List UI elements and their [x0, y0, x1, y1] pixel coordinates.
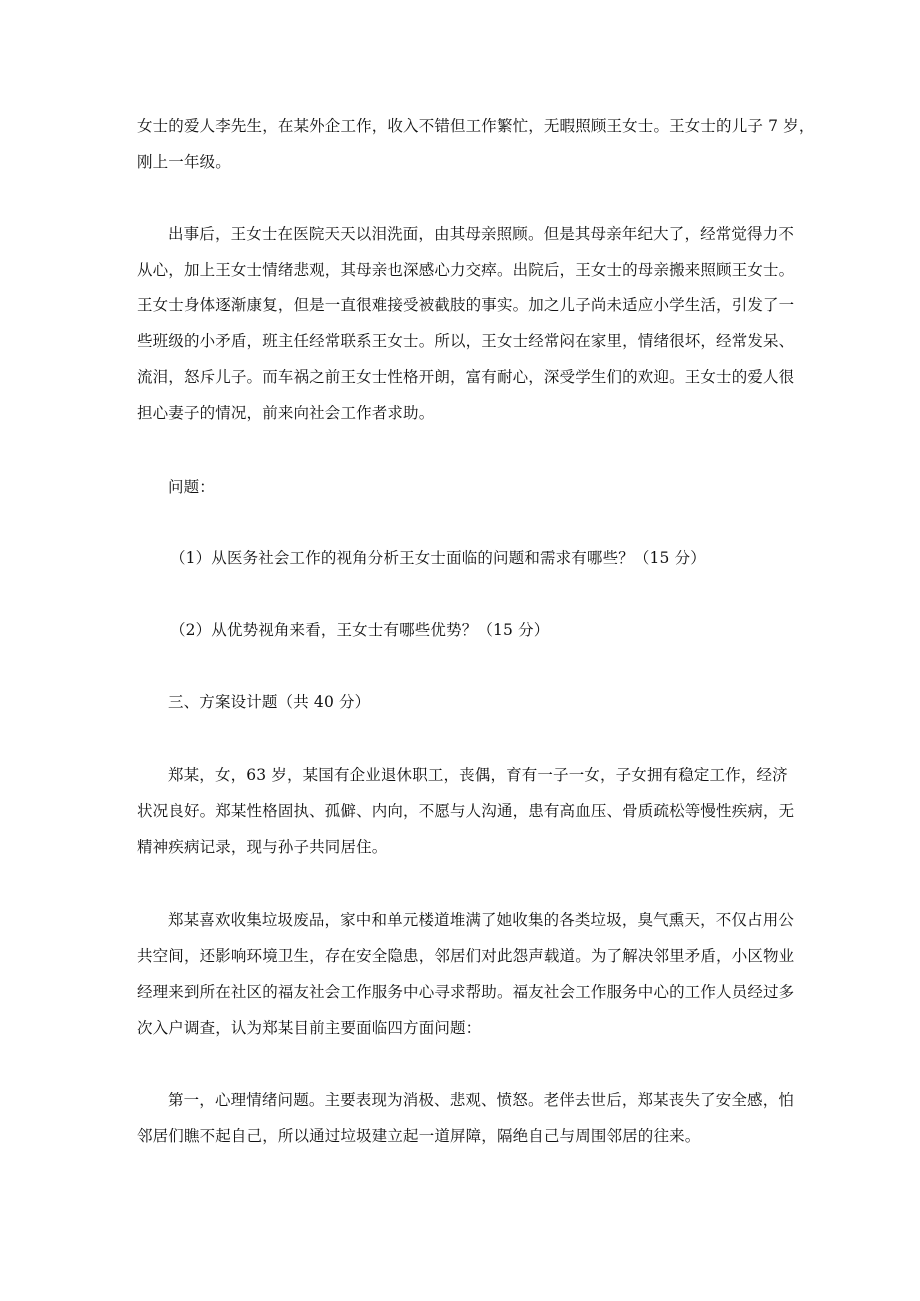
questions-label: 问题： — [168, 478, 215, 496]
paragraph-2-line-2: 从心，加上王女士情绪悲观，其母亲也深感心力交瘁。出院后，王女士的母亲搬来照顾王女士。 — [137, 261, 795, 279]
paragraph-2-line-6: 担心妻子的情况，前来向社会工作者求助。 — [137, 404, 435, 422]
paragraph-5-line-2: 邻居们瞧不起自己，所以通过垃圾建立起一道屏障，隔绝自己与周围邻居的往来。 — [137, 1127, 701, 1145]
paragraph-2-line-1: 出事后，王女士在医院天天以泪洗面，由其母亲照顾。但是其母亲年纪大了，经常觉得力不 — [168, 225, 795, 243]
paragraph-2-line-3: 王女士身体逐渐康复，但是一直很难接受被截肢的事实。加之儿子尚未适应小学生活，引发了一 — [137, 296, 795, 314]
question-2: （2）从优势视角来看，王女士有哪些优势？（15 分） — [170, 621, 550, 639]
paragraph-4-line-1: 郑某喜欢收集垃圾废品，家中和单元楼道堆满了她收集的各类垃圾，臭气熏天，不仅占用公 — [168, 911, 795, 929]
paragraph-4-line-4: 次入户调查，认为郑某目前主要面临四方面问题： — [137, 1019, 482, 1037]
paragraph-3-line-2: 状况良好。郑某性格固执、孤僻、内向，不愿与人沟通，患有高血压、骨质疏松等慢性疾病，无 — [137, 802, 795, 820]
paragraph-5-line-1: 第一，心理情绪问题。主要表现为消极、悲观、愤怒。老伴去世后，郑某丧失了安全感，怕 — [168, 1091, 795, 1109]
paragraph-3-line-3: 精神疾病记录，现与孙子共同居住。 — [137, 838, 388, 856]
paragraph-4-line-2: 共空间，还影响环境卫生，存在安全隐患，邻居们对此怨声载道。为了解决邻里矛盾，小区物业 — [137, 947, 795, 965]
paragraph-4-line-3: 经理来到所在社区的福友社会工作服务中心寻求帮助。福友社会工作服务中心的工作人员经过多 — [137, 983, 795, 1001]
question-1: （1）从医务社会工作的视角分析王女士面临的问题和需求有哪些？（15 分） — [170, 549, 706, 567]
paragraph-3-line-1: 郑某，女，63 岁，某国有企业退休职工，丧偶，育有一子一女，子女拥有稳定工作，经济 — [168, 766, 788, 784]
paragraph-2-line-5: 流泪，怒斥儿子。而车祸之前王女士性格开朗，富有耐心，深受学生们的欢迎。王女士的爱人很 — [137, 368, 795, 386]
paragraph-1-line-1: 女士的爱人李先生，在某外企工作，收入不错但工作繁忙，无暇照顾王女士。王女士的儿子 7 岁， — [137, 117, 815, 135]
paragraph-2-line-4: 些班级的小矛盾，班主任经常联系王女士。所以，王女士经常闷在家里，情绪很坏，经常发呆、 — [137, 332, 795, 350]
paragraph-1-line-2: 刚上一年级。 — [137, 153, 231, 171]
section-3-heading: 三、方案设计题（共 40 分） — [168, 693, 371, 711]
